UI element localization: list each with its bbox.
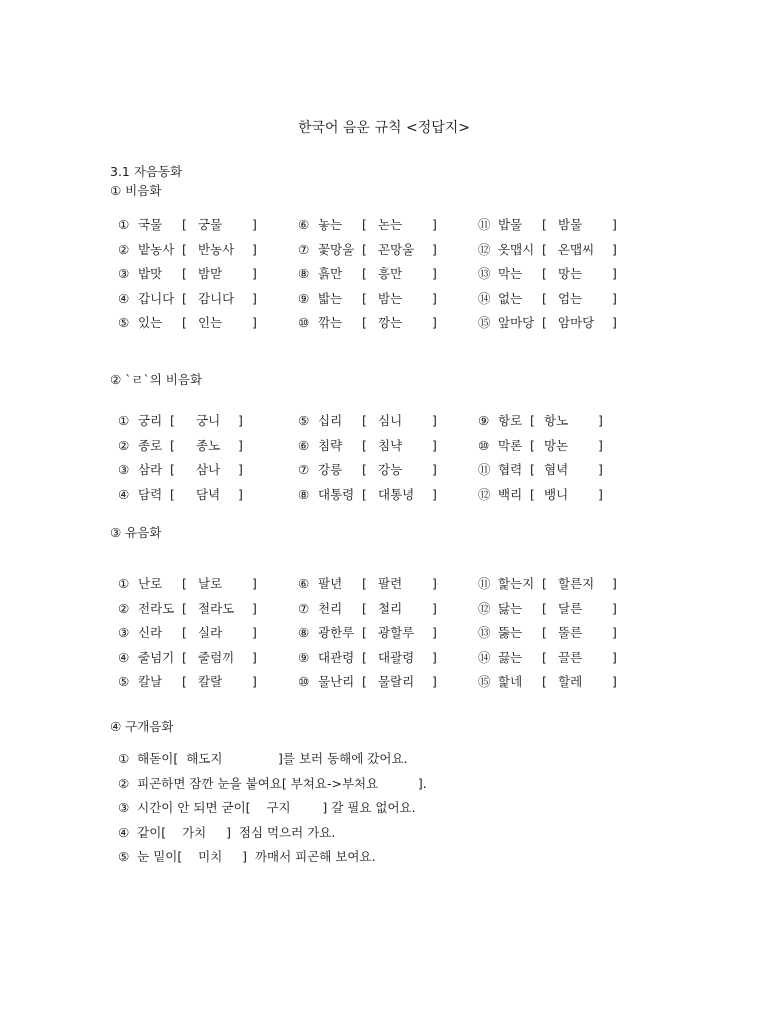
item-number: ⑮ xyxy=(478,674,491,689)
word-row xyxy=(118,673,268,691)
pronunciation-answer: 팔련 xyxy=(378,576,403,591)
item-number: ⑮ xyxy=(478,315,491,330)
source-word: 꽃망울 xyxy=(318,241,355,257)
page-title: 한국어 음운 규칙 <정답지> xyxy=(297,120,471,136)
bracket-open: [ xyxy=(530,486,535,502)
bracket-open: [ xyxy=(530,462,535,477)
bracket-open: [ xyxy=(182,266,187,281)
bracket-close: ] xyxy=(598,413,603,428)
bracket-close: ] xyxy=(252,649,257,665)
source-word: 있는 xyxy=(138,315,163,330)
word-row xyxy=(478,290,628,308)
pronunciation-answer: 칼랄 xyxy=(198,674,223,689)
item-number: ⑪ xyxy=(478,462,491,477)
word-row xyxy=(118,437,268,455)
source-word: 밭농사 xyxy=(138,241,175,257)
source-word: 끓는 xyxy=(498,649,523,665)
bracket-close: ] xyxy=(432,576,437,591)
bracket-close: ] xyxy=(432,290,437,306)
item-number: ④ xyxy=(118,649,130,665)
bracket-close: ] xyxy=(252,241,257,257)
bracket-open: [ xyxy=(182,674,187,689)
item-number: ⑦ xyxy=(298,462,310,477)
pronunciation-answer: 밤는 xyxy=(378,290,403,306)
word-row xyxy=(298,241,448,259)
word-row xyxy=(478,673,628,691)
word-row xyxy=(478,412,628,430)
pronunciation-answer: 실라 xyxy=(198,625,223,640)
word-row xyxy=(298,600,448,618)
pronunciation-answer: 감니다 xyxy=(198,290,235,306)
source-word: 팔년 xyxy=(318,576,343,591)
pronunciation-answer: 할른지 xyxy=(558,576,595,591)
source-word: 밥맛 xyxy=(138,266,163,281)
source-word: 대통령 xyxy=(318,486,355,502)
bracket-open: [ xyxy=(362,413,367,428)
item-number: ② xyxy=(118,241,130,257)
word-row xyxy=(118,486,268,504)
source-word: 신라 xyxy=(138,625,163,640)
bracket-open: [ xyxy=(362,266,367,281)
source-word: 광한루 xyxy=(318,625,355,640)
bracket-open: [ xyxy=(182,217,187,232)
pronunciation-answer: 궁물 xyxy=(198,217,223,232)
bracket-close: ] xyxy=(612,315,617,330)
word-row xyxy=(118,600,268,618)
bracket-close: ] xyxy=(238,462,243,477)
pronunciation-answer: 대괄령 xyxy=(378,649,415,665)
item-number: ⑨ xyxy=(298,290,310,306)
bracket-open: [ xyxy=(542,217,547,232)
bracket-close: ] xyxy=(612,266,617,281)
word-row xyxy=(478,649,628,667)
item-number: ④ xyxy=(118,486,130,502)
word-row xyxy=(478,461,628,479)
item-number: ③ xyxy=(118,462,130,477)
pronunciation-answer: 침냑 xyxy=(378,437,403,453)
palatalization-heading: ④ 구개음화 xyxy=(110,719,174,734)
bracket-close: ] xyxy=(252,625,257,640)
bracket-close: ] xyxy=(252,674,257,689)
bracket-close: ] xyxy=(432,674,437,689)
bracket-close: ] xyxy=(238,413,243,428)
bracket-close: ] xyxy=(612,600,617,616)
pronunciation-answer: 깡는 xyxy=(378,315,403,330)
item-number: ⑦ xyxy=(298,241,310,257)
item-number: ⑥ xyxy=(298,217,310,232)
word-row xyxy=(478,314,628,332)
word-row xyxy=(118,216,268,234)
lateralization-heading: ③ 유음화 xyxy=(110,525,162,540)
bracket-close: ] xyxy=(432,649,437,665)
item-number: ① xyxy=(118,217,130,232)
bracket-open: [ xyxy=(542,674,547,689)
bracket-open: [ xyxy=(530,437,535,453)
bracket-open: [ xyxy=(182,625,187,640)
bracket-open: [ xyxy=(362,576,367,591)
pronunciation-answer: 엄는 xyxy=(558,290,583,306)
word-row xyxy=(298,265,448,283)
item-number: ⑭ xyxy=(478,649,491,665)
bracket-close: ] xyxy=(432,266,437,281)
bracket-close: ] xyxy=(432,217,437,232)
bracket-open: [ xyxy=(182,290,187,306)
bracket-open: [ xyxy=(362,649,367,665)
pronunciation-answer: 광할루 xyxy=(378,625,415,640)
pronunciation-answer: 대통녕 xyxy=(378,486,415,502)
bracket-close: ] xyxy=(598,462,603,477)
pronunciation-answer: 온맵씨 xyxy=(558,241,595,257)
pronunciation-answer: 밤맏 xyxy=(198,266,223,281)
bracket-open: [ xyxy=(362,241,367,257)
example-sentence: ① 해돋이[ 해도지 ]를 보러 동해에 갔어요. xyxy=(118,751,408,766)
word-row xyxy=(298,437,448,455)
pronunciation-answer: 항노 xyxy=(544,413,569,428)
liquid-nasalization-heading: ② `ㄹ`의 비음화 xyxy=(110,372,203,387)
word-row xyxy=(298,649,448,667)
item-number: ⑫ xyxy=(478,241,491,257)
word-row xyxy=(118,290,268,308)
bracket-open: [ xyxy=(542,290,547,306)
pronunciation-answer: 흥만 xyxy=(378,266,403,281)
word-row xyxy=(478,437,628,455)
item-number: ⑧ xyxy=(298,625,310,640)
bracket-open: [ xyxy=(362,290,367,306)
example-sentence: ④ 같이[ 가치 ] 점심 먹으러 가요. xyxy=(118,824,336,840)
word-row xyxy=(118,412,268,430)
item-number: ⑬ xyxy=(478,625,491,640)
pronunciation-answer: 담녁 xyxy=(196,486,221,502)
item-number: ⑪ xyxy=(478,576,491,591)
bracket-open: [ xyxy=(362,217,367,232)
source-word: 종로 xyxy=(138,437,163,453)
pronunciation-answer: 뚤른 xyxy=(558,625,583,640)
bracket-close: ] xyxy=(432,462,437,477)
pronunciation-answer: 망논 xyxy=(544,437,569,453)
bracket-close: ] xyxy=(432,241,437,257)
word-row xyxy=(298,216,448,234)
bracket-close: ] xyxy=(432,315,437,330)
bracket-close: ] xyxy=(252,315,257,330)
source-word: 놓는 xyxy=(318,217,343,232)
source-word: 십리 xyxy=(318,413,343,428)
bracket-open: [ xyxy=(170,462,175,477)
bracket-open: [ xyxy=(542,241,547,257)
word-row xyxy=(298,673,448,691)
item-number: ⑩ xyxy=(298,315,310,330)
source-word: 백리 xyxy=(498,486,523,502)
bracket-close: ] xyxy=(612,674,617,689)
bracket-close: ] xyxy=(612,576,617,591)
pronunciation-answer: 종노 xyxy=(196,437,221,453)
bracket-close: ] xyxy=(252,217,257,232)
bracket-open: [ xyxy=(530,413,535,428)
item-number: ③ xyxy=(118,625,130,640)
word-row xyxy=(478,486,628,504)
bracket-close: ] xyxy=(432,625,437,640)
word-row xyxy=(478,265,628,283)
pronunciation-answer: 줄럼끼 xyxy=(198,649,235,665)
pronunciation-answer: 인는 xyxy=(198,315,223,330)
item-number: ⑭ xyxy=(478,290,491,306)
word-row xyxy=(118,575,268,593)
nasalization-heading: ① 비음화 xyxy=(110,183,162,198)
item-number: ⑫ xyxy=(478,600,491,616)
source-word: 칼날 xyxy=(138,674,163,689)
pronunciation-answer: 날로 xyxy=(198,576,223,591)
word-row xyxy=(118,265,268,283)
item-number: ⑫ xyxy=(478,486,491,502)
bracket-open: [ xyxy=(182,600,187,616)
bracket-open: [ xyxy=(362,486,367,502)
word-row xyxy=(118,624,268,642)
bracket-open: [ xyxy=(362,600,367,616)
word-row xyxy=(118,241,268,259)
item-number: ⑬ xyxy=(478,266,491,281)
pronunciation-answer: 궁니 xyxy=(196,413,221,428)
item-number: ⑨ xyxy=(478,413,490,428)
item-number: ① xyxy=(118,413,130,428)
source-word: 닳는 xyxy=(498,600,523,616)
bracket-open: [ xyxy=(362,315,367,330)
source-word: 협력 xyxy=(498,462,523,477)
pronunciation-answer: 할레 xyxy=(558,674,583,689)
word-row xyxy=(478,600,628,618)
source-word: 전라도 xyxy=(138,600,175,616)
source-word: 막론 xyxy=(498,437,523,453)
word-row xyxy=(298,486,448,504)
item-number: ⑩ xyxy=(478,437,490,453)
word-row xyxy=(478,216,628,234)
bracket-close: ] xyxy=(252,266,257,281)
item-number: ② xyxy=(118,437,130,453)
pronunciation-answer: 밤물 xyxy=(558,217,583,232)
bracket-close: ] xyxy=(432,437,437,453)
bracket-open: [ xyxy=(182,576,187,591)
bracket-close: ] xyxy=(612,290,617,306)
source-word: 막는 xyxy=(498,266,523,281)
example-sentence: ⑤ 눈 밑이[ 미치 ] 까매서 피곤해 보여요. xyxy=(118,849,376,864)
item-number: ① xyxy=(118,576,130,591)
word-row xyxy=(118,314,268,332)
bracket-close: ] xyxy=(252,290,257,306)
source-word: 천리 xyxy=(318,600,343,616)
pronunciation-answer: 삼나 xyxy=(196,462,221,477)
item-number: ⑥ xyxy=(298,437,310,453)
pronunciation-answer: 철리 xyxy=(378,600,403,616)
word-row xyxy=(298,314,448,332)
source-word: 침략 xyxy=(318,437,343,453)
word-row xyxy=(298,412,448,430)
word-row xyxy=(478,575,628,593)
bracket-open: [ xyxy=(170,486,175,502)
bracket-open: [ xyxy=(170,413,175,428)
source-word: 없는 xyxy=(498,290,523,306)
source-word: 국물 xyxy=(138,217,163,232)
pronunciation-answer: 논는 xyxy=(378,217,403,232)
bracket-close: ] xyxy=(612,625,617,640)
pronunciation-answer: 꼰망울 xyxy=(378,241,415,257)
item-number: ⑪ xyxy=(478,217,491,232)
word-row xyxy=(298,290,448,308)
word-row xyxy=(478,241,628,259)
pronunciation-answer: 혐녁 xyxy=(544,462,569,477)
word-row xyxy=(118,461,268,479)
bracket-close: ] xyxy=(598,486,603,502)
bracket-close: ] xyxy=(612,241,617,257)
example-sentence: ② 피곤하면 잠깐 눈을 붙여요[ 부쳐요->부처요 ]. xyxy=(118,775,427,791)
bracket-close: ] xyxy=(598,437,603,453)
bracket-close: ] xyxy=(612,217,617,232)
item-number: ③ xyxy=(118,266,130,281)
pronunciation-answer: 끌른 xyxy=(558,649,583,665)
bracket-open: [ xyxy=(362,462,367,477)
bracket-open: [ xyxy=(362,625,367,640)
source-word: 밟는 xyxy=(318,290,343,306)
bracket-close: ] xyxy=(238,437,243,453)
source-word: 옷맵시 xyxy=(498,241,535,257)
item-number: ⑦ xyxy=(298,600,310,616)
bracket-open: [ xyxy=(542,576,547,591)
bracket-close: ] xyxy=(238,486,243,502)
source-word: 밥물 xyxy=(498,217,523,232)
word-row xyxy=(118,649,268,667)
bracket-open: [ xyxy=(542,649,547,665)
item-number: ⑧ xyxy=(298,486,310,502)
pronunciation-answer: 심니 xyxy=(378,413,403,428)
item-number: ② xyxy=(118,600,130,616)
word-row xyxy=(298,461,448,479)
bracket-open: [ xyxy=(170,437,175,453)
source-word: 깎는 xyxy=(318,315,343,330)
bracket-close: ] xyxy=(252,600,257,616)
pronunciation-answer: 암마당 xyxy=(558,315,595,330)
bracket-open: [ xyxy=(542,315,547,330)
source-word: 갑니다 xyxy=(138,290,175,306)
item-number: ⑥ xyxy=(298,576,310,591)
bracket-close: ] xyxy=(432,486,437,502)
pronunciation-answer: 절라도 xyxy=(198,600,235,616)
pronunciation-answer: 달른 xyxy=(558,600,583,616)
bracket-open: [ xyxy=(362,437,367,453)
source-word: 삼라 xyxy=(138,462,163,477)
item-number: ⑤ xyxy=(118,674,130,689)
bracket-open: [ xyxy=(542,600,547,616)
source-word: 앞마당 xyxy=(498,315,535,330)
item-number: ⑨ xyxy=(298,649,310,665)
bracket-open: [ xyxy=(542,625,547,640)
item-number: ⑧ xyxy=(298,266,310,281)
pronunciation-answer: 물랄리 xyxy=(378,674,415,689)
bracket-open: [ xyxy=(182,649,187,665)
source-word: 대관령 xyxy=(318,649,355,665)
source-word: 흙만 xyxy=(318,266,343,281)
pronunciation-answer: 반농사 xyxy=(198,241,235,257)
pronunciation-answer: 강능 xyxy=(378,462,403,477)
source-word: 뚫는 xyxy=(498,625,523,640)
source-word: 궁리 xyxy=(138,413,163,428)
word-row xyxy=(478,624,628,642)
word-row xyxy=(298,575,448,593)
section-label: 3.1 자음동화 xyxy=(110,164,183,179)
bracket-open: [ xyxy=(182,241,187,257)
source-word: 난로 xyxy=(138,576,163,591)
source-word: 줄넘기 xyxy=(138,649,175,665)
source-word: 핥네 xyxy=(498,674,523,689)
pronunciation-answer: 뱅니 xyxy=(544,486,569,502)
source-word: 물난리 xyxy=(318,674,355,689)
example-sentence: ③ 시간이 안 되면 굳이[ 구지 ] 갈 필요 없어요. xyxy=(118,800,416,815)
pronunciation-answer: 망는 xyxy=(558,266,583,281)
source-word: 강릉 xyxy=(318,462,343,477)
word-row xyxy=(298,624,448,642)
source-word: 핥는지 xyxy=(498,576,535,591)
bracket-close: ] xyxy=(252,576,257,591)
bracket-open: [ xyxy=(362,674,367,689)
bracket-close: ] xyxy=(432,600,437,616)
source-word: 담력 xyxy=(138,486,163,502)
item-number: ⑩ xyxy=(298,674,310,689)
bracket-open: [ xyxy=(542,266,547,281)
bracket-close: ] xyxy=(432,413,437,428)
source-word: 항로 xyxy=(498,413,523,428)
bracket-open: [ xyxy=(182,315,187,330)
item-number: ④ xyxy=(118,290,130,306)
item-number: ⑤ xyxy=(118,315,130,330)
bracket-close: ] xyxy=(612,649,617,665)
item-number: ⑤ xyxy=(298,413,310,428)
